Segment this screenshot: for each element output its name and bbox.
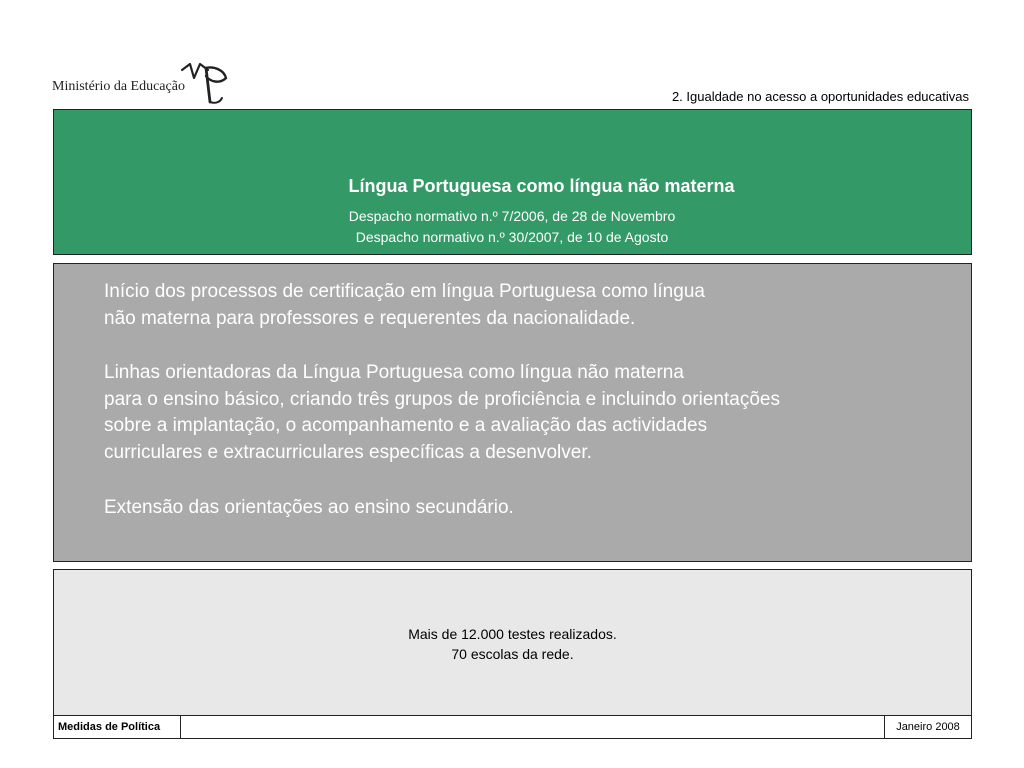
footer-category: Medidas de Política: [54, 716, 181, 738]
logo-text: Ministério da Educação: [52, 79, 185, 94]
result-line: 70 escolas da rede.: [451, 646, 574, 662]
paragraph-line: curriculares e extracurriculares específicas a desenvolver.: [104, 441, 592, 463]
measure-paragraph: [104, 495, 514, 522]
measure-paragraph: [104, 360, 780, 466]
paragraph-line: Início dos processos de certificação em língua Portuguesa como língua: [104, 281, 705, 302]
ministry-logo: [52, 62, 242, 106]
paragraph-line: Extensão das orientações ao ensino secundário.: [104, 497, 514, 518]
me-monogram-icon: [180, 62, 232, 106]
paragraph-line: não materna para professores e requerentes da nacionalidade.: [104, 307, 636, 329]
section-title: 2. Igualdade no acesso a oportunidades educativas: [671, 89, 969, 104]
footer-bar: [53, 715, 972, 739]
result-line: Mais de 12.000 testes realizados.: [408, 626, 617, 642]
paragraph-line: para o ensino básico, criando três grupos de proficiência e incluindo orientações: [104, 388, 780, 410]
footer-date: Janeiro 2008: [884, 716, 971, 738]
measures-panel: [53, 263, 972, 562]
banner-title: Língua Portuguesa como língua não materna: [348, 176, 735, 196]
topic-banner: [53, 109, 972, 255]
measure-paragraph: [104, 279, 705, 332]
banner-subtitle: Despacho normativo n.º 30/2007, de 10 de Agosto: [355, 229, 669, 245]
banner-subtitle: Despacho normativo n.º 7/2006, de 28 de Novembro: [348, 208, 676, 224]
results-panel: [53, 569, 972, 716]
paragraph-line: sobre a implantação, o acompanhamento e a avaliação das actividades: [104, 415, 708, 436]
results-text: [54, 624, 971, 664]
paragraph-line: Linhas orientadoras da Língua Portuguesa como língua não materna: [104, 362, 684, 383]
